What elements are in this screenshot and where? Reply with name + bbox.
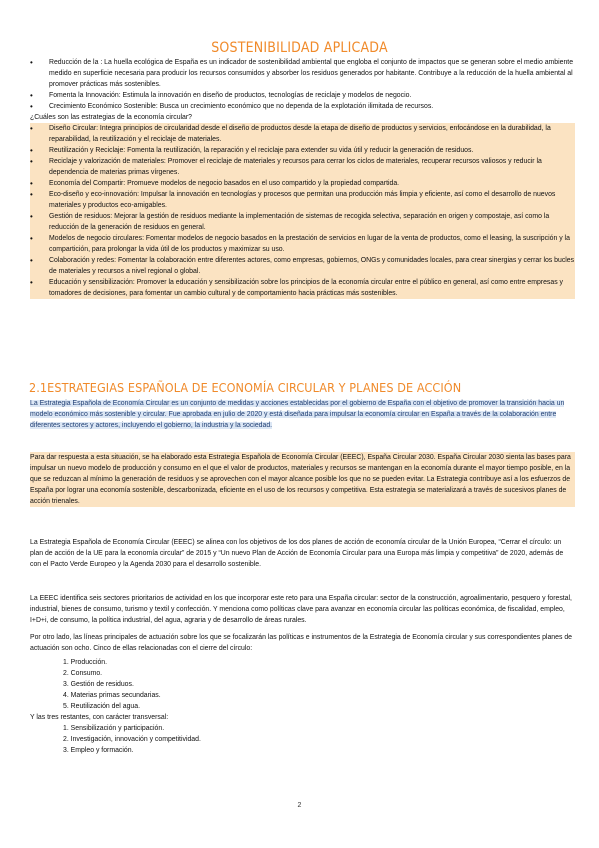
paragraph-intro [30,398,575,431]
list-item: • Reciclaje y valorización de materiales: Promover el reciclaje de materiales y recursos para cerrar los ciclos de materiales, recuperar recursos valiosos y reducir la dependencia de materias primas vírgenes. [30,156,575,178]
paragraph-eeec: Para dar respuesta a esta situación, se ha elaborado esta Estrategia Española de Economía Circular (EEEC), España Circular 2030. España Circular 2030 sienta las bases para impulsar un nuevo modelo de producción y consumo en el que el valor de productos, materiales y recursos se mantengan en la economía durante el mayor tiempo posible, en la que se reduzcan al mínimo la generación de residuos y se aprovechen con el mayor alcance posible los que no se pueden evitar. La Estrategia contribuye así a los esfuerzos de España por lograr una economía sostenible, descarbonizada, eficiente en el uso de los recursos y competitiva. Esta estrategia se materializará a través de sucesivos planes de acción trienales. [30,452,575,507]
paragraph-lineas: Por otro lado, las líneas principales de actuación sobre los que se focalizarán las políticas e instrumentos de la Estrategia de Economía circular y sus correspondientes planes de actuación son ocho. Cinco de ellas relacionadas con el cierre del círculo: [30,634,572,652]
transversal-intro: Y las tres restantes, con carácter transversal: [30,714,169,721]
list-item: 5. Reutilización del agua. [63,703,140,710]
page-number: 2 [297,802,302,809]
list-item: • Fomenta la Innovación: Estimula la innovación en diseño de productos, tecnologías de reciclaje y modelos de negocio. [30,90,575,101]
list-item: 1. Producción. [63,659,108,666]
list-item: 4. Materias primas secundarias. [63,692,161,699]
list-item: • Reducción de la : La huella ecológica de España es un indicador de sostenibilidad ambiental que engloba el conjunto de impactos que se generan sobre el medio ambiente medido en superficie necesaria para producir los recursos consumidos y absorber los residuos generados por habitante. Contribuye a la reducción de la huella ambiental al promover prácticas más sostenibles. [30,57,575,90]
paragraph-union: La Estrategia Española de Economía Circular (EEEC) se alinea con los objetivos de los dos planes de acción de economía circular de la Unión Europea, “Cerrar el círculo: un plan de acción de la UE para la economía circular” de 2015 y “Un nuevo Plan de Acción de Economía Circular para una Europa más limpia y competitiva” de 2020, además de con el Pacto Verde Europeo y la Agenda 2030 para el desarrollo sostenible. [30,539,564,568]
list-item: • Colaboración y redes: Fomentar la colaboración entre diferentes actores, como empresas, gobiernos, ONGs y comunidades locales, para crear sinergias y cerrar los bucles de materiales y recursos a nivel regional o global. [30,255,575,277]
list-item: • Eco-diseño y eco-innovación: Impulsar la innovación en tecnologías y procesos que permitan una producción más limpia y eficiente, así como el desarrollo de nuevos materiales y productos eco-amigables. [30,189,575,211]
question-text: ¿Cuáles son las estrategias de la economía circular? [30,114,193,121]
page-title: SOSTENIBILIDAD APLICADA [211,40,388,56]
list-item: 2. Investigación, innovación y competitividad. [63,736,201,743]
list-item: • Modelos de negocio circulares: Fomentar modelos de negocio basados en la prestación de servicios en lugar de la venta de productos, como el leasing, la suscripción y la compartición, para prolongar la vida útil de los productos y maximizar su uso. [30,233,575,255]
list-item: • Educación y sensibilización: Promover la educación y sensibilización sobre los principios de la economía circular entre el público en general, así como entre empresas y tomadores de decisiones, para fomentar un cambio cultural y de comportamiento hacia prácticas más sostenibles. [30,277,575,299]
list-item: • Diseño Circular: Integra principios de circularidad desde el diseño de productos desde la etapa de diseño de productos y servicios, enfocándose en la durabilidad, la reparabilidad, la reutilización y el reciclaje de materiales. [30,123,575,145]
list-item: 3. Gestión de residuos. [63,681,134,688]
list-item: 3. Empleo y formación. [63,747,134,754]
list-item: • Economía del Compartir: Promueve modelos de negocio basados en el uso compartido y la propiedad compartida. [30,178,575,189]
highlighted-text: La Estrategia Española de Economía Circular es un conjunto de medidas y acciones establecidas por el gobierno de España con el objetivo de promover la transición hacia un modelo económico más sostenible y circular. Fue aprobada en julio de 2020 y está diseñada para impulsar la economía circular en España a través de la colaboración entre diferentes sectores y actores, incluyendo el gobierno, la industria y la sociedad. [30,400,565,429]
list-item: • Reutilización y Reciclaje: Fomenta la reutilización, la reparación y el reciclaje para extender su vida útil y reducir la generación de residuos. [30,145,575,156]
list-item: • Gestión de residuos: Mejorar la gestión de residuos mediante la implementación de sistemas de recogida selectiva, separación en origen y compostaje, así como la reducción de la generación de residuos en general. [30,211,575,233]
list-item: 2. Consumo. [63,670,103,677]
section-heading: 2.1ESTRATEGIAS ESPAÑOLA DE ECONOMÍA CIRCULAR Y PLANES DE ACCIÓN [29,380,462,395]
paragraph-sectores: La EEEC identifica seis sectores prioritarios de actividad en los que incorporar este reto para una España circular: sector de la construcción, agroalimentario, pesquero y forestal, industrial, bienes de consumo, turismo y textil y confección. Y menciona como políticas clave para avanzar en economía circular las políticas económica, de fiscalidad, empleo, I+D+i, de consumo, la política industrial, del agua, agraria y de desarrollo de áreas rurales. [30,595,572,624]
list-item: 1. Sensibilización y participación. [63,725,165,732]
list-item: • Crecimiento Económico Sostenible: Busca un crecimiento económico que no dependa de la explotación ilimitada de recursos. [30,101,575,112]
top-bullet-list [30,57,575,299]
numbered-list-circulo [30,657,575,756]
